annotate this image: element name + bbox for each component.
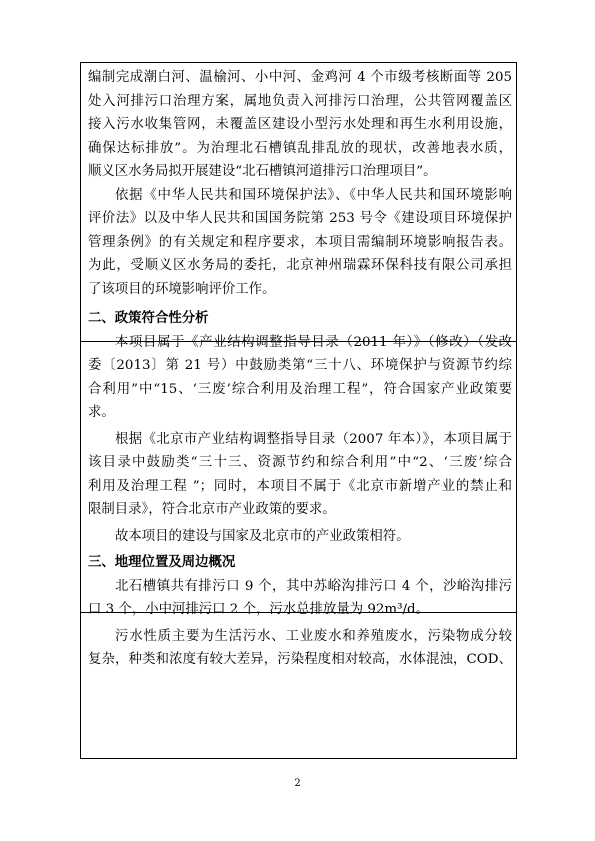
text-line: 污水性质主要为生活污水、工业废水和养殖废水，污染物成分较 <box>115 628 512 644</box>
text-line: 确保达标排放”。为治理北石槽镇乱排乱放的现状，改善地表水质， <box>88 140 512 156</box>
text-line: 限制目录》，符合北京市产业政策的要求。 <box>88 502 336 517</box>
text-line: 口 3 个，小中河排污口 2 个，污水总排放量为 92m³/d。 <box>88 602 429 617</box>
text-line: 利用及治理工程 ”；同时，本项目不属于《北京市新增产业的禁止和 <box>88 478 512 494</box>
text-line: 了该项目的环境影响评价工作。 <box>88 281 276 297</box>
text-line: 为此，受顺义区水务局的委托，北京神州瑞霖环保科技有限公司承担 <box>88 258 512 273</box>
text-line: 求。 <box>88 405 115 420</box>
text-line: 该目录中鼓励类“三十三、资源节约和综合利用”中“2、‘三废’综合 <box>88 455 512 470</box>
text-line: 合利用”中“15、‘三废’综合利用及治理工程”，符合国家产业政策要 <box>88 381 512 397</box>
text-line: 委〔2013〕第 21 号）中鼓励类第“三十八、环境保护与资源节约综 <box>88 358 512 373</box>
text-line: 评价法》以及中华人民共和国国务院第 253 号令《建设项目环境保护 <box>88 211 512 226</box>
text-line: 处入河排污口治理方案，属地负责入河排污口治理，公共管网覆盖区 <box>88 93 512 109</box>
text-line: 编制完成潮白河、温榆河、小中河、金鸡河 4 个市级考核断面等 205 <box>88 70 512 85</box>
text-line: 管理条例》的有关规定和程序要求，本项目需编制环境影响报告表。 <box>88 234 512 250</box>
page-content <box>88 66 512 672</box>
page-number: 2 <box>294 778 301 789</box>
section-heading: 二、政策符合性分析 <box>88 310 209 326</box>
text-line: 故本项目的建设与国家及北京市的产业政策相符。 <box>115 528 410 544</box>
text-line: 顺义区水务局拟开展建设“北石槽镇河道排污口治理项目”。 <box>88 164 437 179</box>
text-line: 本项目属于《产业结构调整指导目录（2011 年）》（修改）（发改 <box>115 334 512 350</box>
text-line: 根据《北京市产业结构调整指导目录（2007 年本）》，本项目属于 <box>115 431 512 447</box>
text-line: 依据《中华人民共和国环境保护法》、《中华人民共和国环境影响 <box>115 187 512 203</box>
section-heading: 三、地理位置及周边概况 <box>88 554 236 570</box>
text-line: 复杂，种类和浓度有较大差异，污染程度相对较高，水体混浊，COD、 <box>88 652 512 667</box>
text-line: 接入污水收集管网，未覆盖区建设小型污水处理和再生水利用设施， <box>88 117 512 132</box>
text-line: 北石槽镇共有排污口 9 个，其中苏峪沟排污口 4 个，沙峪沟排污 <box>115 578 512 594</box>
